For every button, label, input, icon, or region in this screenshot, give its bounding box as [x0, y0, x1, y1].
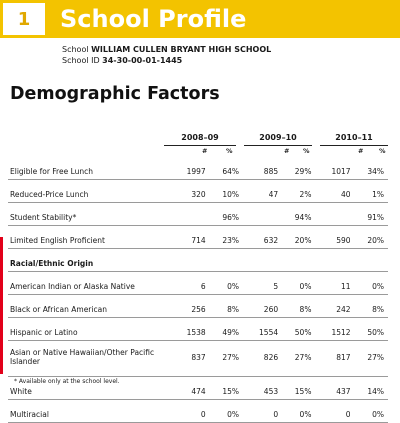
school-name: WILLIAM CULLEN BRYANT HIGH SCHOOL: [91, 45, 272, 54]
row-label: White: [8, 377, 177, 400]
table-row: [8, 157, 388, 180]
cell-value: 50%: [278, 318, 315, 341]
cell-value: 1%: [351, 180, 388, 203]
cell-value: 0%: [278, 400, 315, 423]
cell-value: 1512: [322, 318, 351, 341]
cell-value: 0%: [206, 272, 243, 295]
cell-value: 40: [322, 180, 351, 203]
cell-value: 11: [322, 272, 351, 295]
table-row: [8, 272, 388, 295]
cell-value: 0%: [278, 272, 315, 295]
cell-value: 91%: [351, 203, 388, 226]
row-label: Multiracial: [8, 400, 177, 423]
school-name-line: [62, 44, 271, 55]
table-row: [8, 180, 388, 203]
school-id-line: [62, 55, 271, 66]
cell-value: 27%: [206, 341, 243, 377]
school-name-label: School: [62, 45, 89, 54]
row-label: American Indian or Alaska Native: [8, 272, 177, 295]
cell-value: 15%: [206, 377, 243, 400]
year-header-3: 2010–11: [320, 133, 388, 146]
year-header-1: 2008–09: [164, 133, 236, 146]
cell-value: [250, 203, 279, 226]
page-title: School Profile: [60, 5, 247, 33]
row-label: Limited English Proficient: [8, 226, 177, 249]
cell-value: 1554: [250, 318, 279, 341]
count-subheader-2: #: [284, 147, 290, 155]
section-accent-bar: [0, 237, 3, 374]
count-subheader-1: #: [202, 147, 208, 155]
cell-value: 96%: [206, 203, 243, 226]
row-label: Reduced-Price Lunch: [8, 180, 177, 203]
school-id: 34-30-00-01-1445: [102, 56, 183, 65]
cell-value: 15%: [278, 377, 315, 400]
cell-value: 20%: [278, 226, 315, 249]
table-row: [8, 203, 388, 226]
row-label: Student Stability*: [8, 203, 177, 226]
cell-value: 0: [177, 400, 206, 423]
cell-value: 8%: [206, 295, 243, 318]
footnote: * Available only at the school level.: [14, 378, 120, 385]
cell-value: [177, 203, 206, 226]
cell-value: 1997: [177, 157, 206, 180]
cell-value: 1017: [322, 157, 351, 180]
cell-value: 0%: [351, 272, 388, 295]
cell-value: 632: [250, 226, 279, 249]
row-label: Hispanic or Latino: [8, 318, 177, 341]
year-header-2: 2009–10: [244, 133, 312, 146]
cell-value: 0%: [351, 400, 388, 423]
cell-value: 885: [250, 157, 279, 180]
row-label: Black or African American: [8, 295, 177, 318]
cell-value: 837: [177, 341, 206, 377]
cell-value: 23%: [206, 226, 243, 249]
row-label: Asian or Native Hawaiian/Other Pacific Islander: [8, 341, 177, 377]
row-label: Eligible for Free Lunch: [8, 157, 177, 180]
percent-subheader-2: %: [303, 147, 310, 155]
cell-value: 0: [322, 400, 351, 423]
cell-value: 27%: [278, 341, 315, 377]
cell-value: 826: [250, 341, 279, 377]
school-id-label: School ID: [62, 56, 100, 65]
cell-value: 20%: [351, 226, 388, 249]
cell-value: 817: [322, 341, 351, 377]
cell-value: 242: [322, 295, 351, 318]
cell-value: [322, 203, 351, 226]
section-title: Demographic Factors: [10, 84, 220, 104]
cell-value: 14%: [351, 377, 388, 400]
cell-value: 256: [177, 295, 206, 318]
school-info: [62, 44, 271, 66]
cell-value: 474: [177, 377, 206, 400]
cell-value: 2%: [278, 180, 315, 203]
cell-value: 10%: [206, 180, 243, 203]
cell-value: 50%: [351, 318, 388, 341]
cell-value: 590: [322, 226, 351, 249]
table-row: [8, 318, 388, 341]
section-number-badge: 1: [3, 3, 45, 35]
cell-value: 29%: [278, 157, 315, 180]
cell-value: 27%: [351, 341, 388, 377]
cell-value: 49%: [206, 318, 243, 341]
cell-value: 64%: [206, 157, 243, 180]
section-label: Racial/Ethnic Origin: [8, 249, 177, 272]
cell-value: 5: [250, 272, 279, 295]
cell-value: 94%: [278, 203, 315, 226]
cell-value: 1538: [177, 318, 206, 341]
table-row: [8, 226, 388, 249]
cell-value: 0: [250, 400, 279, 423]
cell-value: 8%: [351, 295, 388, 318]
section-row: [8, 249, 388, 272]
cell-value: 47: [250, 180, 279, 203]
percent-subheader-3: %: [379, 147, 386, 155]
cell-value: 260: [250, 295, 279, 318]
cell-value: 714: [177, 226, 206, 249]
percent-subheader-1: %: [226, 147, 233, 155]
cell-value: 34%: [351, 157, 388, 180]
table-row: [8, 295, 388, 318]
cell-value: 453: [250, 377, 279, 400]
cell-value: 6: [177, 272, 206, 295]
cell-value: 0%: [206, 400, 243, 423]
table-row: [8, 341, 388, 377]
table-row: [8, 400, 388, 423]
cell-value: 437: [322, 377, 351, 400]
count-subheader-3: #: [358, 147, 364, 155]
cell-value: 8%: [278, 295, 315, 318]
cell-value: 320: [177, 180, 206, 203]
